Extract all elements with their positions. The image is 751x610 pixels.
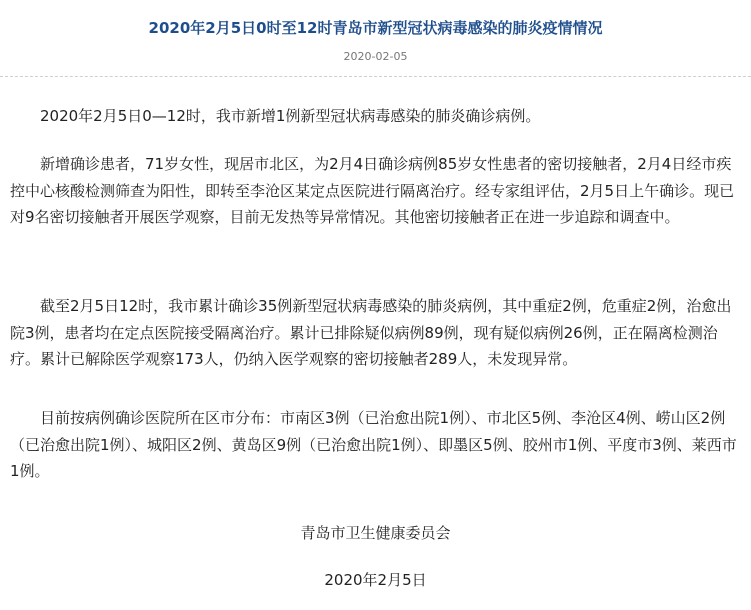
article-title: 2020年2月5日0时至12时青岛市新型冠状病毒感染的肺炎疫情情况 [148,19,603,37]
paragraph-district-distribution: 目前按病例确诊医院所在区市分布：市南区3例（已治愈出院1例）、市北区5例、李沧区4例、崂山区2例（已治愈出院1例）、城阳区2例、黄岛区9例（已治愈出院1例）、即墨区5例、胶州市1例、平度市3例、莱西市1例。 [10,409,737,480]
signature-date: 2020年2月5日 [324,571,427,589]
paragraph-new-case-details: 新增确诊患者，71岁女性，现居市北区，为2月4日确诊病例85岁女性患者的密切接触者，2月4日经市疾控中心核酸检测筛查为阳性，即转至李沧区某定点医院进行隔离治疗。经专家组评估，2月5日上午确诊。现已对9名密切接触者开展医学观察，目前无发热等异常情况。其他密切接触者正在进一步追踪和调查中。 [10,155,735,226]
paragraph-cumulative-stats: 截至2月5日12时，我市累计确诊35例新型冠状病毒感染的肺炎病例，其中重症2例，危重症2例，治愈出院3例，患者均在定点医院接受隔离治疗。累计已排除疑似病例89例，现有疑似病例26例，正在隔离检测治疗。累计已解除医学观察173人，仍纳入医学观察的密切接触者289人，未发现异常。 [10,297,732,368]
title-divider [0,76,751,77]
paragraph-new-case-summary: 2020年2月5日0—12时，我市新增1例新型冠状病毒感染的肺炎确诊病例。 [40,107,541,125]
publish-date: 2020-02-05 [343,50,408,63]
signature-organization: 青岛市卫生健康委员会 [300,524,451,542]
